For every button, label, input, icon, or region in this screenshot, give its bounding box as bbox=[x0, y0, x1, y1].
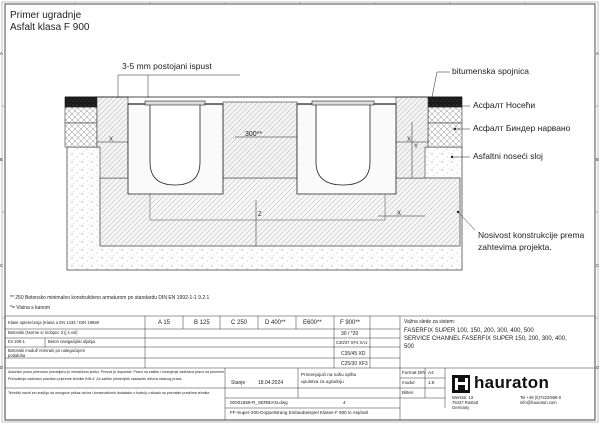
address-line1: Werkstr. 13 bbox=[452, 395, 474, 400]
border-letter-c-right: C bbox=[596, 263, 600, 268]
dimension-x-right-lower: X bbox=[397, 211, 402, 217]
dimension-y: Y bbox=[414, 144, 419, 150]
drawing-title-line1: Primer ugradnje bbox=[10, 10, 82, 21]
asphalt-binder-right bbox=[428, 107, 462, 123]
callout-asphalt-binder: Асфалт Биндер нарвано bbox=[473, 123, 571, 133]
sheet-number: 4 bbox=[343, 400, 346, 405]
products-line1: FASERFIX SUPER 100, 150, 200, 300, 400, 500 bbox=[404, 328, 534, 334]
note-box-line1: Primenjujući na našu opštu bbox=[301, 372, 357, 377]
asphalt-top-left bbox=[65, 97, 97, 107]
tb-row4b-label: podaluha bbox=[8, 353, 26, 358]
dimension-x-left: X bbox=[109, 137, 114, 143]
class-value-3: C35/45 XD bbox=[341, 351, 366, 357]
dimension-z: Z bbox=[258, 212, 262, 218]
products-line3: 500 bbox=[404, 344, 415, 350]
dimension-x-right-upper: X bbox=[407, 137, 412, 143]
legal-text-3: Tehnički nacrti se izrađuju da omoguće prikaz okvira i konstruktivnih dodataka u funkciji u skladu sa priznatim pravilima tehnike. bbox=[8, 391, 211, 395]
format-label: Format DIN bbox=[402, 370, 426, 375]
class-value-2: C30/37 XF4 XA1 bbox=[336, 340, 368, 345]
class-c250: C 250 bbox=[231, 320, 248, 326]
tb-row2-label: Betonski (Norme s/ mcbpnc 3 (j s vol) bbox=[8, 330, 78, 335]
author-label: Bilten bbox=[402, 390, 414, 395]
asphalt-top-right bbox=[428, 97, 462, 107]
class-b125: B 125 bbox=[194, 320, 210, 326]
callout-subbase-line2: zahtevima projekta. bbox=[478, 242, 552, 252]
company-name: hauraton bbox=[474, 373, 550, 392]
border-letter-b: B bbox=[0, 157, 3, 162]
drawing-title-line2: Asfalt klasa F 900 bbox=[10, 22, 90, 33]
tb-row4-label: Betonski modul/ Armirani po nalegaćujem bbox=[8, 348, 86, 353]
status-date: 18.04.2024 bbox=[258, 380, 284, 386]
class-a15: A 15 bbox=[158, 320, 171, 326]
company-phone: Tel +49 (0)7222/958-0 bbox=[520, 395, 562, 400]
status-label: Stanje bbox=[231, 380, 246, 386]
border-letter-a-right: A bbox=[596, 51, 599, 56]
callout-gap: 3-5 mm postojani ispust bbox=[122, 61, 212, 71]
border-letter-d: D bbox=[0, 365, 4, 370]
company-email: info@hauraton.com bbox=[520, 400, 557, 405]
callout-asphalt-top: Асфалт Носећи bbox=[473, 100, 536, 110]
callout-bitumen-joint: bitumenska spojnica bbox=[452, 66, 530, 76]
channel-right bbox=[297, 101, 396, 194]
border-letter-b-right: B bbox=[596, 157, 599, 162]
products-line2: SERVICE CHANNEL FASERFIX SUPER 150, 200, 300, 400, bbox=[404, 336, 567, 342]
class-value-1: 30 / *20 bbox=[341, 331, 359, 337]
legal-text-1: Autorsko pravo prenosno preradjeno je nemačkom jeziku. Prevod je dopunski. Pravo na zaštitu i smanjenje zadržava pravo na promene. bbox=[8, 370, 226, 374]
file-name: 00001659-R_SERBIAN.dwg bbox=[230, 400, 288, 405]
class-d400: D 400** bbox=[265, 320, 286, 326]
class-e600: E600** bbox=[303, 320, 322, 326]
note-box-line2: uputstva za ugradnju bbox=[301, 379, 344, 384]
address-line2: 76437 Rastatt bbox=[452, 400, 479, 405]
class-f900: F 900** bbox=[340, 320, 361, 326]
footnote-height: *= Visina s kanom bbox=[10, 305, 51, 311]
scale-label: modul bbox=[402, 380, 415, 385]
asphalt-binder-left bbox=[65, 107, 97, 123]
footnote-concrete: ** 250 Betonsko minimalno konstruktivno armaturom po standardu DIN EN 1992-1-1 9.2.1 bbox=[10, 295, 210, 301]
callout-asphalt-base: Asfaltni noseći sloj bbox=[473, 151, 543, 161]
format-value: A4 bbox=[428, 370, 434, 375]
address-line3: Germany bbox=[452, 405, 470, 410]
border-letter-c: C bbox=[0, 263, 4, 268]
tb-row3b-label: Beton navigaćijski aljubja bbox=[48, 339, 95, 344]
dimension-width-label: 300** bbox=[245, 131, 263, 138]
scale-value: 1:8 bbox=[428, 380, 435, 385]
tb-row3a-label: En 206-1 bbox=[8, 339, 25, 344]
channel-left bbox=[128, 101, 223, 194]
border-letter-d-right: D bbox=[596, 365, 600, 370]
hauraton-logo-icon bbox=[452, 375, 470, 393]
callout-subbase-line1: Nosivost konstrukcije prema bbox=[478, 230, 585, 240]
drawing-caption: FF-Super-200-Doppelstrang Einbaubeispiel Klasse F 900 in Asphalt bbox=[230, 410, 368, 415]
border-letter-a: A bbox=[0, 51, 3, 56]
class-value-4: C25/30 XF3 bbox=[341, 361, 368, 367]
tb-row1-label: Klase opterećenja (Klasa u EN 1433 / DIN 19580 bbox=[8, 320, 100, 325]
legal-text-2: Prenošenje zadržano pravilom pripreme tehnike BIN 4. Za zaštitu primenjivih sastavnih delova ulaznog prava. bbox=[8, 377, 183, 381]
products-title: Važna slede za sistem: bbox=[404, 319, 456, 325]
